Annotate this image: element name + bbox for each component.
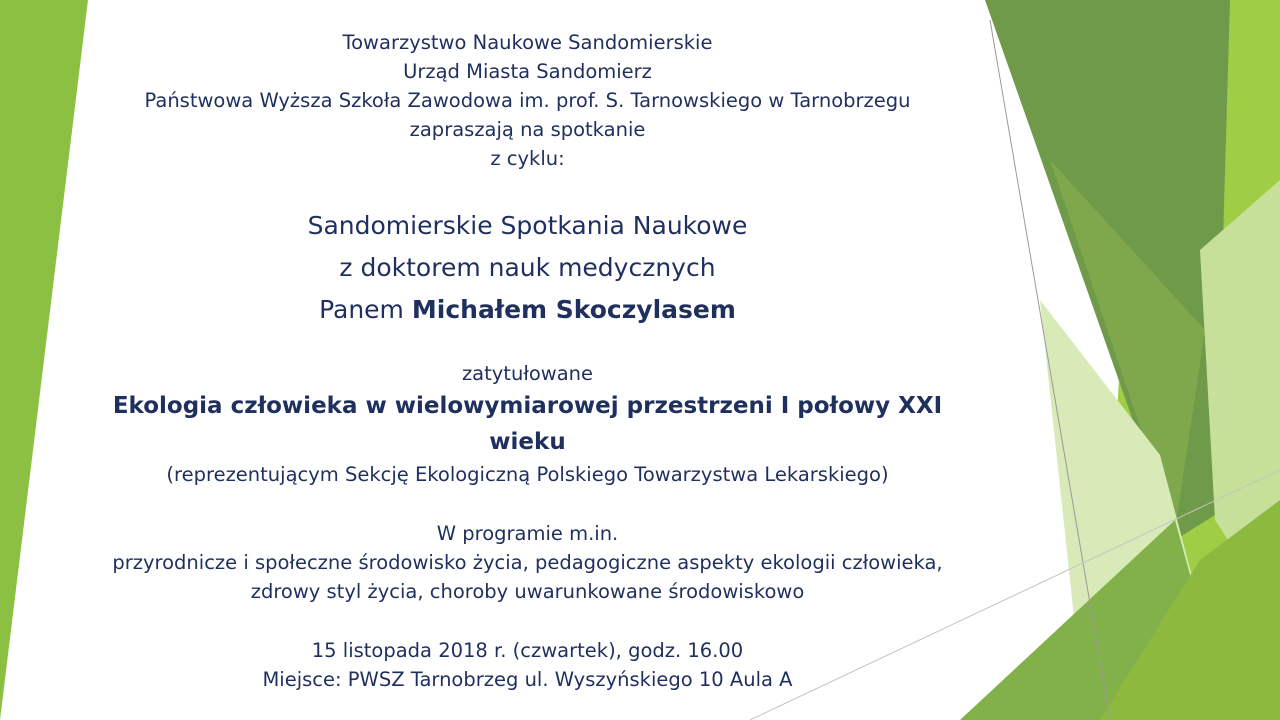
series-title: Sandomierskie Spotkania Naukowe [307, 211, 748, 240]
invite-line: zapraszają na spotkanie [409, 118, 646, 141]
date-line: 15 listopada 2018 r. (czwartek), godz. 16.00 [311, 639, 744, 662]
program-line-2: zdrowy styl życia, choroby uwarunkowane środowiskowo [250, 580, 805, 603]
organizer-3: Państwowa Wyższa Szkoła Zawodowa im. prof. S. Tarnowskiego w Tarnobrzegu [144, 89, 911, 112]
titled-label: zatytułowane [461, 362, 594, 385]
program-label: W programie m.in. [436, 522, 619, 545]
representing-note: (reprezentującym Sekcję Ekologiczną Polskiego Towarzystwa Lekarskiego) [166, 463, 889, 486]
guest-name: Michałem Skoczylasem [411, 295, 736, 324]
guest-prefix: Panem [319, 295, 404, 324]
organizer-2: Urząd Miasta Sandomierz [403, 60, 652, 83]
invitation-text [40, 28, 1015, 694]
cycle-line: z cyklu: [490, 147, 565, 170]
lecture-title-line-1: Ekologia człowieka w wielowymiarowej przestrzeni I połowy XXI [112, 393, 943, 419]
organizer-1: Towarzystwo Naukowe Sandomierskie [342, 31, 713, 54]
guest-line: z doktorem nauk medycznych [339, 253, 716, 282]
lecture-title-line-2: wieku [489, 429, 566, 455]
program-line-1: przyrodnicze i społeczne środowisko życia, pedagogiczne aspekty ekologii człowieka, [112, 551, 943, 574]
guest-name-line [40, 289, 1015, 331]
place-line: Miejsce: PWSZ Tarnobrzeg ul. Wyszyńskiego 10 Aula A [262, 668, 793, 691]
